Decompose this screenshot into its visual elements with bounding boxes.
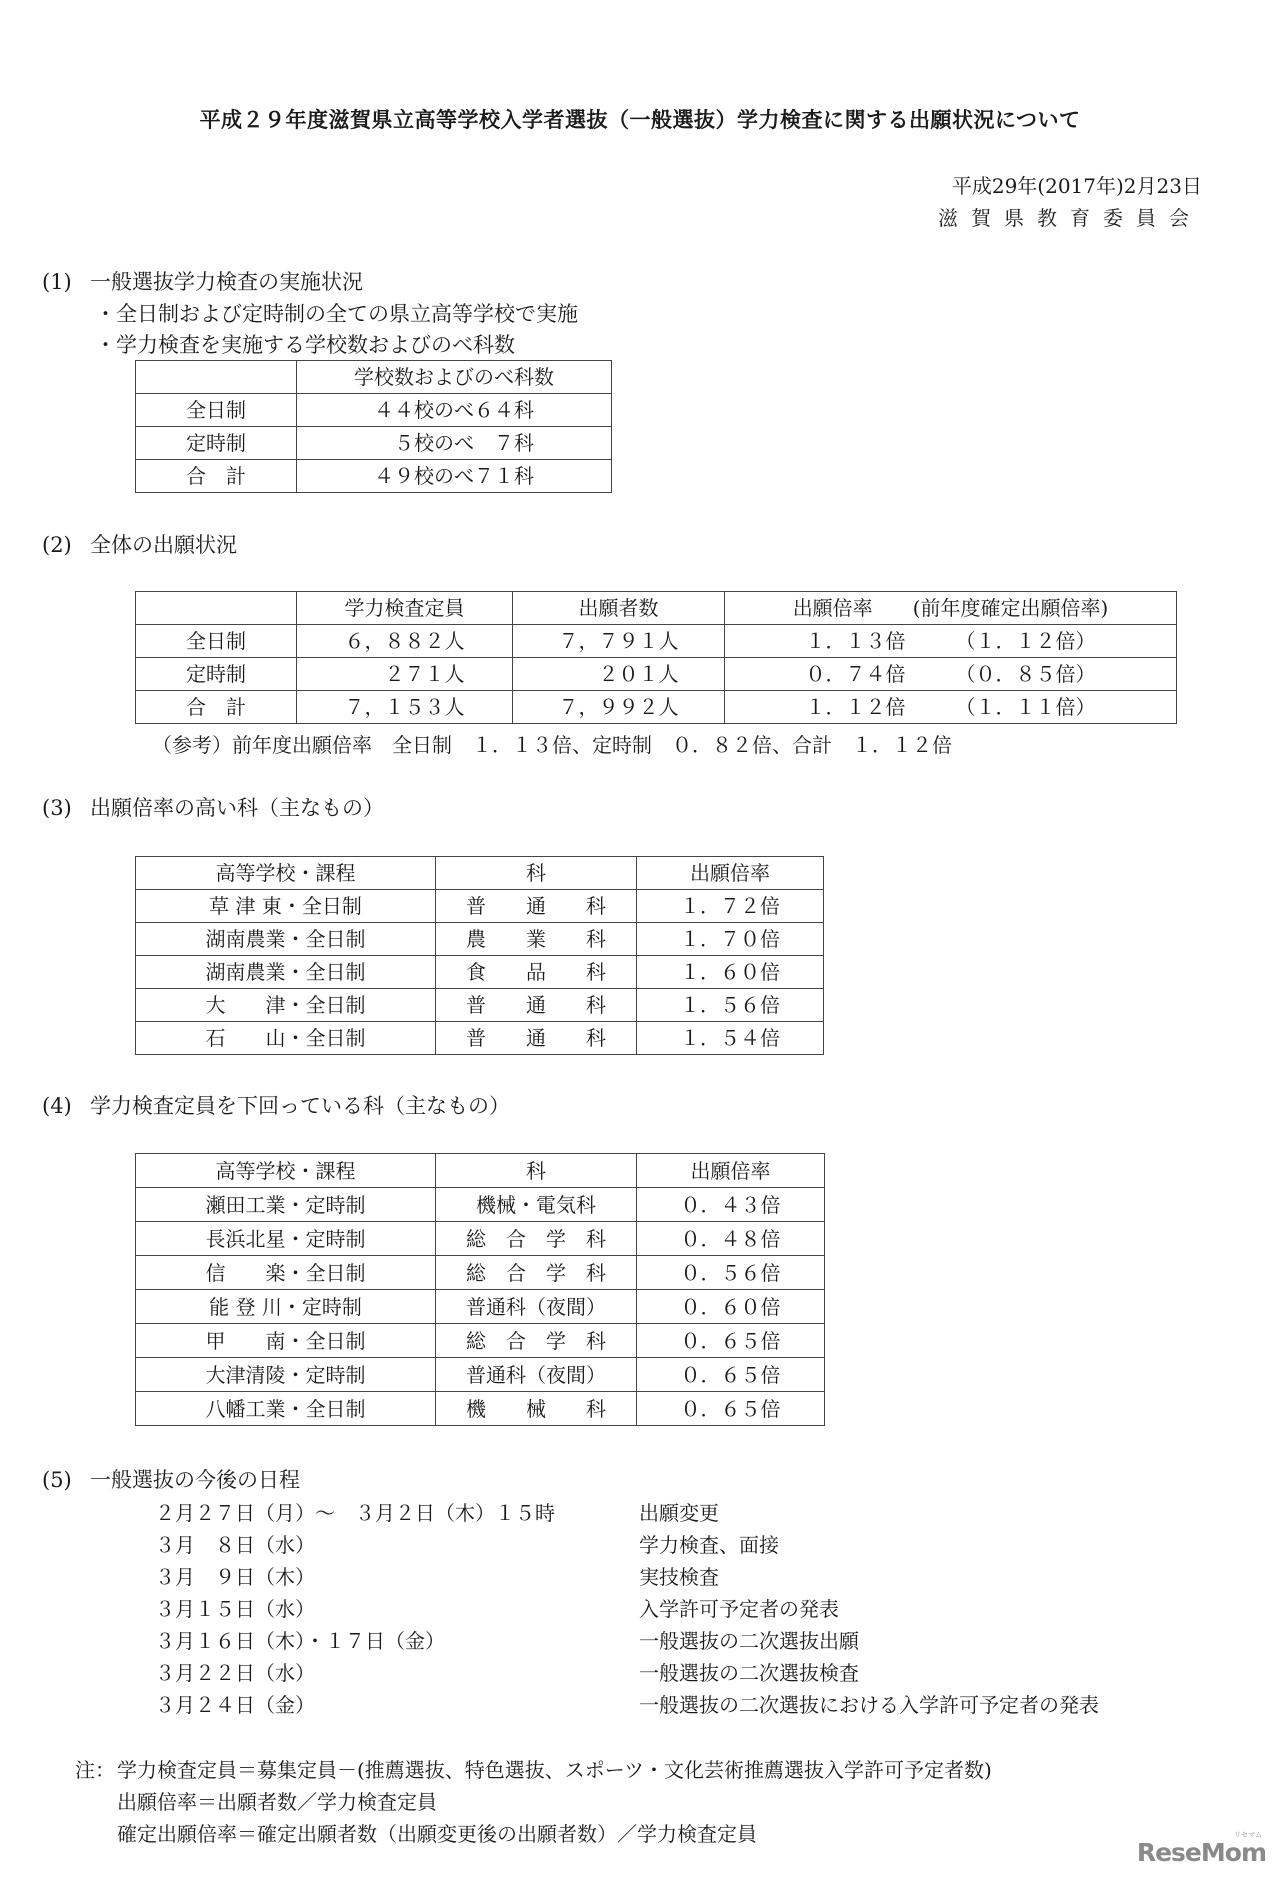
watermark-text: ReseMom: [1136, 1838, 1266, 1867]
table-row: [136, 1324, 825, 1358]
table-header-cell: 出願者数: [513, 592, 725, 625]
applications-table: [135, 591, 1177, 724]
table-cell: 湖南農業・全日制: [136, 956, 436, 989]
table-cell: 総 合 学 科: [436, 1222, 637, 1256]
table-row: [136, 1392, 825, 1426]
table-header-cell: 出願倍率: [637, 1154, 825, 1188]
table-cell: 合 計: [136, 691, 297, 724]
section2-heading: [42, 529, 237, 559]
table-cell: 信 楽・全日制: [136, 1256, 436, 1290]
table-row: [136, 394, 612, 427]
table-cell: 機械・電気科: [436, 1188, 637, 1222]
table-cell: 機 械 科: [436, 1392, 637, 1426]
document-title: 平成２９年度滋賀県立高等学校入学者選抜（一般選抜）学力検査に関する出願状況について: [199, 108, 1081, 132]
table-cell: 普通科（夜間）: [436, 1358, 637, 1392]
table-cell: １．１３倍 （１．１２倍）: [725, 625, 1177, 658]
note-line: 学力検査定員＝募集定員－(推薦選抜、特色選抜、スポーツ・文化芸術推薦選抜入学許可予定者数): [117, 1758, 992, 1782]
table-cell: ０．６０倍: [637, 1290, 825, 1324]
table-cell: 大 津・全日制: [136, 989, 436, 1022]
table-cell: 八幡工業・全日制: [136, 1392, 436, 1426]
table-row: [136, 1290, 825, 1324]
table-cell: ０．６５倍: [637, 1324, 825, 1358]
schedule-event: 学力検査、面接: [639, 1533, 779, 1557]
table-cell: 普通科（夜間）: [436, 1290, 637, 1324]
schedule-date: ３月１６日（木）・１７日（金）: [155, 1629, 445, 1653]
table-cell: 全日制: [136, 625, 297, 658]
schedule-event: 実技検査: [639, 1565, 719, 1589]
table-cell: ４９校のべ７１科: [297, 460, 612, 493]
table-header-row: [136, 361, 612, 394]
schedule-event: 一般選抜の二次選抜における入学許可予定者の発表: [639, 1693, 1099, 1717]
table-cell: 総 合 学 科: [436, 1324, 637, 1358]
table-cell: 合 計: [136, 460, 297, 493]
table-cell: 長浜北星・定時制: [136, 1222, 436, 1256]
table-cell: ０．４３倍: [637, 1188, 825, 1222]
table-header-cell: 出願倍率 (前年度確定出願倍率): [725, 592, 1177, 625]
table-cell: 農 業 科: [436, 923, 637, 956]
table-cell: ５校のべ ７科: [297, 427, 612, 460]
table-row: [136, 956, 824, 989]
table-row: [136, 460, 612, 493]
table-header-cell: 学校数およびのべ科数: [297, 361, 612, 394]
table-cell: 大津清陵・定時制: [136, 1358, 436, 1392]
table-header-cell: 高等学校・課程: [136, 1154, 436, 1188]
section1-heading: [42, 266, 363, 296]
table-cell: 定時制: [136, 658, 297, 691]
table-row: [136, 1358, 825, 1392]
table-cell: 石 山・全日制: [136, 1022, 436, 1055]
table-cell: ４４校のべ６４科: [297, 394, 612, 427]
section3-title: 出願倍率の高い科（主なもの）: [90, 796, 384, 820]
table-cell: ２０１人: [513, 658, 725, 691]
section5-heading: [42, 1464, 300, 1494]
schools-table: [135, 360, 612, 493]
section2-number: (2): [42, 533, 72, 557]
table-cell: 普 通 科: [436, 989, 637, 1022]
table-cell: ７，１５３人: [297, 691, 513, 724]
section5-title: 一般選抜の今後の日程: [90, 1468, 300, 1492]
section1-bullet: ・全日制および定時制の全ての県立高等学校で実施: [95, 302, 578, 326]
watermark-kana: リセマム: [1234, 1831, 1262, 1839]
table-cell: ０．４８倍: [637, 1222, 825, 1256]
table-cell: 総 合 学 科: [436, 1256, 637, 1290]
schedule-date: ３月１５日（水）: [155, 1597, 315, 1621]
section1-bullet: ・学力検査を実施する学校数およびのべ科数: [95, 333, 515, 357]
table-cell: ０．６５倍: [637, 1392, 825, 1426]
section4-heading: [42, 1090, 510, 1120]
note-line: 出願倍率＝出願者数／学力検査定員: [117, 1790, 437, 1814]
table-header-cell: 高等学校・課程: [136, 857, 436, 890]
table-header-row: [136, 1154, 825, 1188]
table-cell: １．６０倍: [637, 956, 824, 989]
table-row: [136, 1256, 825, 1290]
schedule-event: 入学許可予定者の発表: [639, 1597, 839, 1621]
table-row: [136, 890, 824, 923]
table-row: [136, 691, 1177, 724]
table-header-cell: 学力検査定員: [297, 592, 513, 625]
table-cell: １．１２倍 （１．１１倍）: [725, 691, 1177, 724]
schedule-date: ３月 ８日（水）: [155, 1533, 315, 1557]
section4-number: (4): [42, 1094, 72, 1118]
table-cell: 湖南農業・全日制: [136, 923, 436, 956]
table-row: [136, 989, 824, 1022]
publish-date: 平成29年(2017年)2月23日: [951, 174, 1202, 198]
organization-name: 滋賀県教育委員会: [938, 206, 1202, 230]
table-header-cell: 出願倍率: [637, 857, 824, 890]
table-cell: ０．７４倍 （０．８５倍）: [725, 658, 1177, 691]
table-cell: ０．６５倍: [637, 1358, 825, 1392]
section3-heading: [42, 792, 384, 822]
table-cell: ２７１人: [297, 658, 513, 691]
table-row: [136, 1022, 824, 1055]
table-cell: １．５６倍: [637, 989, 824, 1022]
table-cell: ０．５６倍: [637, 1256, 825, 1290]
table-cell: 普 通 科: [436, 890, 637, 923]
section3-number: (3): [42, 796, 72, 820]
table-header-cell: [136, 592, 297, 625]
table-cell: ６，８８２人: [297, 625, 513, 658]
high-ratio-table: [135, 856, 824, 1055]
table-row: [136, 625, 1177, 658]
table-cell: ７，９９２人: [513, 691, 725, 724]
schedule-date: ３月２２日（水）: [155, 1661, 315, 1685]
table-cell: 定時制: [136, 427, 297, 460]
table-cell: １．５４倍: [637, 1022, 824, 1055]
resemom-watermark-logo: [1136, 1831, 1266, 1867]
schedule-date: ３月２４日（金）: [155, 1693, 315, 1717]
table-cell: ７，７９１人: [513, 625, 725, 658]
table-row: [136, 923, 824, 956]
under-capacity-table: [135, 1153, 825, 1426]
table-row: [136, 1188, 825, 1222]
reference-note: （参考）前年度出願倍率 全日制 １．１３倍、定時制 ０．８２倍、合計 １．１２倍: [152, 733, 952, 757]
table-header-cell: 科: [436, 857, 637, 890]
table-cell: 甲 南・全日制: [136, 1324, 436, 1358]
schedule-date: ３月 ９日（木）: [155, 1565, 315, 1589]
table-cell: 食 品 科: [436, 956, 637, 989]
table-cell: 普 通 科: [436, 1022, 637, 1055]
table-cell: 全日制: [136, 394, 297, 427]
schedule-event: 一般選抜の二次選抜出願: [639, 1629, 859, 1653]
note-line: 確定出願倍率＝確定出願者数（出願変更後の出願者数）／学力検査定員: [117, 1822, 757, 1846]
table-header-row: [136, 592, 1177, 625]
table-row: [136, 1222, 825, 1256]
section4-title: 学力検査定員を下回っている科（主なもの）: [90, 1094, 510, 1118]
table-cell: 瀬田工業・定時制: [136, 1188, 436, 1222]
schedule-date: ２月２７日（月）～ ３月２日（木）１５時: [155, 1501, 555, 1525]
table-row: [136, 658, 1177, 691]
table-cell: １．７０倍: [637, 923, 824, 956]
section1-number: (1): [42, 270, 72, 294]
section1-title: 一般選抜学力検査の実施状況: [90, 270, 363, 294]
section2-title: 全体の出願状況: [90, 533, 237, 557]
schedule-event: 出願変更: [639, 1501, 719, 1525]
table-cell: １．７２倍: [637, 890, 824, 923]
notes-label: 注：: [75, 1758, 115, 1782]
table-header-cell: [136, 361, 297, 394]
table-cell: 能 登 川・定時制: [136, 1290, 436, 1324]
table-row: [136, 427, 612, 460]
table-header-cell: 科: [436, 1154, 637, 1188]
schedule-event: 一般選抜の二次選抜検査: [639, 1661, 859, 1685]
section5-number: (5): [42, 1468, 72, 1492]
table-cell: 草 津 東・全日制: [136, 890, 436, 923]
table-header-row: [136, 857, 824, 890]
